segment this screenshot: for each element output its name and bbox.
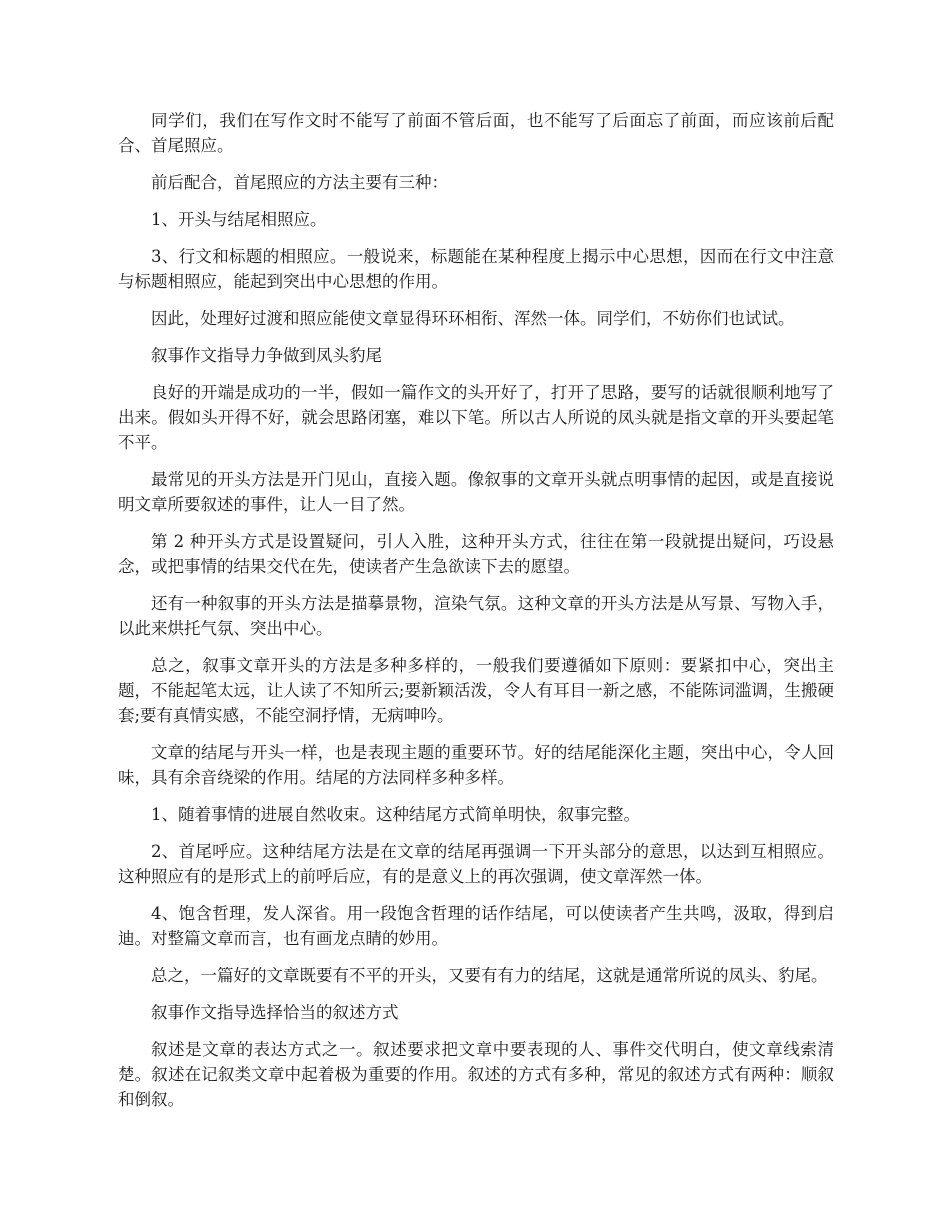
paragraph: 因此，处理好过渡和照应能使文章显得环环相衔、浑然一体。同学们，不妨你们也试试。 xyxy=(151,309,795,328)
paragraph: 同学们，我们在写作文时不能写了前面不管后面，也不能写了后面忘了前面，而应该前后配合、首尾照应。 xyxy=(118,111,834,155)
section-heading: 叙事作文指导选择恰当的叙述方式 xyxy=(151,1003,399,1022)
paragraph: 叙述是文章的表达方式之一。叙述要求把文章中要表现的人、事件交代明白，使文章线索清楚。叙述在记叙类文章中起着极为重要的作用。叙述的方式有多种，常见的叙述方式有两种：顺叙和倒叙。 xyxy=(118,1040,834,1109)
section-heading: 叙事作文指导力争做到凤头豹尾 xyxy=(151,346,382,365)
paragraph: 文章的结尾与开头一样，也是表现主题的重要环节。好的结尾能深化主题，突出中心，令人回味，具有余音绕梁的作用。结尾的方法同样多种多样。 xyxy=(118,743,834,787)
paragraph: 还有一种叙事的开头方法是描摹景物，渲染气氛。这种文章的开头方法是从写景、写物入手，以此来烘托气氛、突出中心。 xyxy=(118,594,834,638)
paragraph: 最常见的开头方法是开门见山，直接入题。像叙事的文章开头就点明事情的起因，或是直接说明文章所要叙述的事件，让人一目了然。 xyxy=(118,470,834,514)
paragraph: 总之，叙事文章开头的方法是多种多样的，一般我们要遵循如下原则：要紧扣中心，突出主题，不能起笔太远，让人读了不知所云;要新颖活泼，令人有耳目一新之感，不能陈词滥调，生搬硬套;要有真情实感，不能空洞抒情，无病呻吟。 xyxy=(118,656,834,725)
list-item: 3、行文和标题的相照应。一般说来，标题能在某种程度上揭示中心思想，因而在行文中注意与标题相照应，能起到突出中心思想的作用。 xyxy=(118,247,834,291)
list-item: 4、饱含哲理，发人深省。用一段饱含哲理的话作结尾，可以使读者产生共鸣，汲取，得到启迪。对整篇文章而言，也有画龙点睛的妙用。 xyxy=(118,904,834,948)
paragraph: 良好的开端是成功的一半，假如一篇作文的头开好了，打开了思路，要写的话就很顺利地写了出来。假如头开得不好，就会思路闭塞，难以下笔。所以古人所说的凤头就是指文章的开头要起笔不平。 xyxy=(118,383,834,452)
list-item: 1、开头与结尾相照应。 xyxy=(151,210,327,229)
paragraph: 第 2 种开头方式是设置疑问，引人入胜，这种开头方式，往往在第一段就提出疑问，巧设悬念，或把事情的结果交代在先，使读者产生急欲读下去的愿望。 xyxy=(118,532,834,576)
paragraph: 前后配合，首尾照应的方法主要有三种： xyxy=(151,173,448,192)
document-page xyxy=(118,108,834,1124)
list-item: 1、随着事情的进展自然收束。这种结尾方式简单明快，叙事完整。 xyxy=(151,805,640,824)
paragraph: 总之，一篇好的文章既要有不平的开头，又要有有力的结尾，这就是通常所说的凤头、豹尾。 xyxy=(151,966,828,985)
list-item: 2、首尾呼应。这种结尾方法是在文章的结尾再强调一下开头部分的意思，以达到互相照应。这种照应有的是形式上的前呼后应，有的是意义上的再次强调，使文章浑然一体。 xyxy=(118,842,834,886)
